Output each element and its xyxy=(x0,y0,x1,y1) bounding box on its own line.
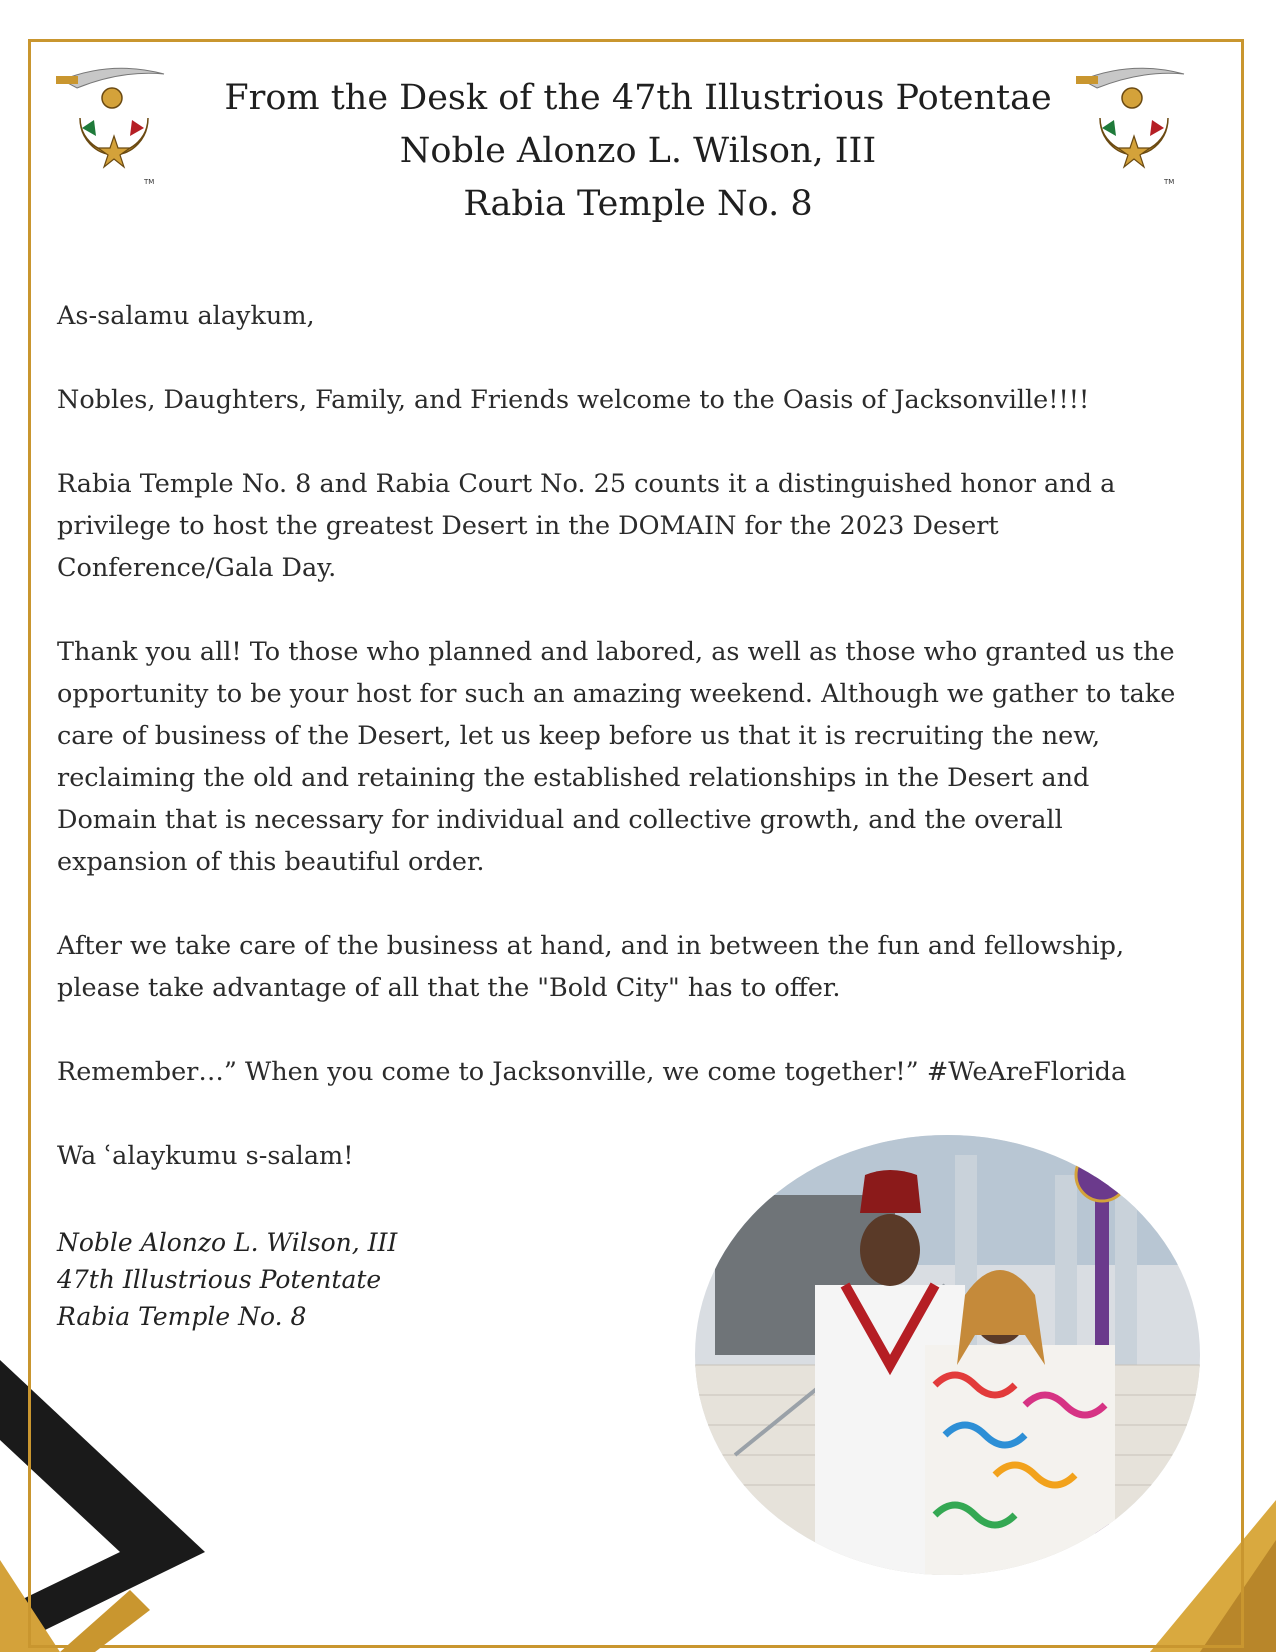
letter-header xyxy=(150,72,1126,231)
greeting: As-salamu alaykum, xyxy=(57,301,315,331)
signature-block xyxy=(57,1224,397,1335)
welcome-paragraph: Nobles, Daughters, Family, and Friends welcome to the Oasis of Jacksonville!!!! xyxy=(57,385,1090,415)
business-paragraph: After we take care of the business at hand, and in between the fun and fellowship, please take advantage of all that the "Bold City" has to offer. xyxy=(57,931,1125,1003)
signature-temple: Rabia Temple No. 8 xyxy=(57,1302,307,1331)
closing-line: Wa ʿalaykumu s-salam! xyxy=(57,1141,354,1171)
header-line-name: Noble Alonzo L. Wilson, III xyxy=(399,131,877,171)
svg-text:TM: TM xyxy=(144,178,155,186)
header-line-desk: From the Desk of the 47th Illustrious Potentae xyxy=(224,78,1052,118)
signature-title: 47th Illustrious Potentate xyxy=(57,1265,382,1294)
letter-body xyxy=(57,295,1187,1219)
signature-name: Noble Alonzo L. Wilson, III xyxy=(57,1228,398,1257)
svg-text:TM: TM xyxy=(1164,178,1175,186)
thanks-paragraph: Thank you all! To those who planned and labored, as well as those who granted us the opportunity to be your host for such an amazing weekend. Although we gather to take care of business of the Desert, let us keep before us that it is recruiting the new, reclaiming the old and retaining the established relationships in the Desert and Domain that is necessary for individual and collective growth, and the overall expansion of this beautiful order. xyxy=(57,637,1176,877)
header-line-temple: Rabia Temple No. 8 xyxy=(463,184,813,224)
remember-paragraph: Remember…” When you come to Jacksonville, we come together!” #WeAreFlorida xyxy=(57,1057,1127,1087)
host-paragraph: Rabia Temple No. 8 and Rabia Court No. 25 counts it a distinguished honor and a privilege to host the greatest Desert in the DOMAIN for the 2023 Desert Conference/Gala Day. xyxy=(57,469,1116,583)
portrait-photo xyxy=(695,1135,1200,1575)
